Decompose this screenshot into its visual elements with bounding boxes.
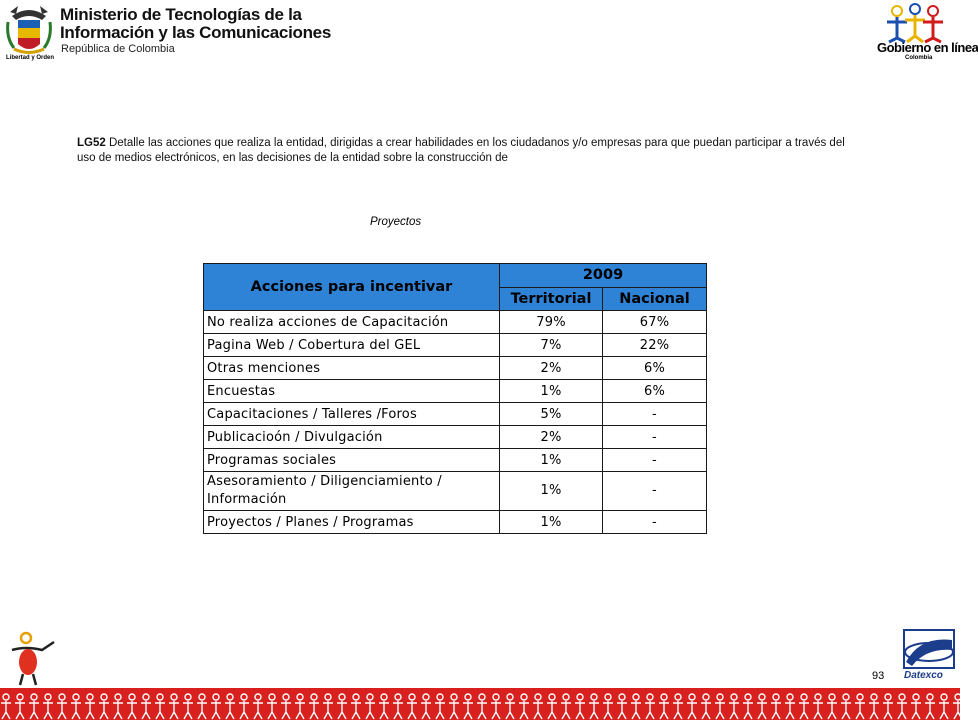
band-person-icon xyxy=(253,694,263,719)
table-row xyxy=(204,511,707,534)
table-row xyxy=(204,380,707,403)
band-person-icon xyxy=(421,694,431,719)
band-person-icon xyxy=(575,694,585,719)
band-person-icon xyxy=(603,694,613,719)
band-person-icon xyxy=(351,694,361,719)
header-territorial: Territorial xyxy=(500,287,603,311)
band-person-icon xyxy=(281,694,291,719)
band-person-icon xyxy=(85,694,95,719)
row-label: Proyectos / Planes / Programas xyxy=(204,511,500,534)
band-person-icon xyxy=(617,694,627,719)
results-table xyxy=(203,263,707,534)
section-subtitle: Proyectos xyxy=(370,216,422,228)
row-label: Encuestas xyxy=(204,380,500,403)
question-code: LG52 xyxy=(77,137,106,149)
datexco-label: Datexco xyxy=(904,670,943,681)
band-person-icon xyxy=(127,694,137,719)
ministry-country: República de Colombia xyxy=(61,43,175,55)
band-person-icon xyxy=(631,694,641,719)
table-row xyxy=(204,311,707,334)
row-nacional: - xyxy=(603,403,707,426)
band-person-icon xyxy=(547,694,557,719)
band-person-icon xyxy=(267,694,277,719)
row-territorial: 1% xyxy=(500,380,603,403)
band-person-icon xyxy=(169,694,179,719)
band-person-icon xyxy=(939,694,949,719)
row-label: No realiza acciones de Capacitación xyxy=(204,311,500,334)
band-person-icon xyxy=(799,694,809,719)
ministry-name-line1: Ministerio de Tecnologías de la xyxy=(60,5,302,24)
band-person-icon xyxy=(295,694,305,719)
band-person-icon xyxy=(813,694,823,719)
row-territorial: 1% xyxy=(500,472,603,511)
header-acciones: Acciones para incentivar xyxy=(204,264,500,311)
band-person-icon xyxy=(785,694,795,719)
band-person-icon xyxy=(239,694,249,719)
page-number: 93 xyxy=(872,670,885,682)
band-person-icon xyxy=(337,694,347,719)
band-person-icon xyxy=(687,694,697,719)
band-person-icon xyxy=(897,694,907,719)
row-label: Pagina Web / Cobertura del GEL xyxy=(204,334,500,357)
row-nacional: 67% xyxy=(603,311,707,334)
band-person-icon xyxy=(841,694,851,719)
row-nacional: 6% xyxy=(603,357,707,380)
band-person-icon xyxy=(365,694,375,719)
band-person-icon xyxy=(407,694,417,719)
band-person-icon xyxy=(757,694,767,719)
band-person-icon xyxy=(463,694,473,719)
band-person-icon xyxy=(911,694,921,719)
band-person-icon xyxy=(71,694,81,719)
table-row xyxy=(204,426,707,449)
gel-people-icon xyxy=(875,2,955,42)
crest-caption: Libertad y Orden xyxy=(6,55,55,61)
band-person-icon xyxy=(99,694,109,719)
band-person-icon xyxy=(1,694,11,719)
band-person-icon xyxy=(673,694,683,719)
row-label: Capacitaciones / Talleres /Foros xyxy=(204,403,500,426)
question-body: Detalle las acciones que realiza la entidad, dirigidas a crear habilidades en los ciudadanos y/o empresas para que puedan participar a través del uso de medios electrónicos, en las decisiones de la entidad sobre la construcción de xyxy=(77,137,845,164)
band-person-icon xyxy=(589,694,599,719)
band-person-icon xyxy=(855,694,865,719)
band-person-icon xyxy=(645,694,655,719)
band-person-icon xyxy=(379,694,389,719)
row-label: Publicacioón / Divulgación xyxy=(204,426,500,449)
band-person-icon xyxy=(771,694,781,719)
gel-title: Gobierno en línea xyxy=(877,40,978,55)
row-territorial: 5% xyxy=(500,403,603,426)
band-person-icon xyxy=(561,694,571,719)
table-row xyxy=(204,472,707,511)
band-person-icon xyxy=(519,694,529,719)
row-territorial: 1% xyxy=(500,449,603,472)
band-person-icon xyxy=(309,694,319,719)
row-territorial: 2% xyxy=(500,357,603,380)
header-nacional: Nacional xyxy=(603,287,707,311)
row-territorial: 1% xyxy=(500,511,603,534)
band-person-icon xyxy=(183,694,193,719)
band-person-icon xyxy=(729,694,739,719)
band-person-icon xyxy=(701,694,711,719)
header-year: 2009 xyxy=(500,264,707,288)
gobierno-en-linea-logo xyxy=(875,2,978,68)
band-person-icon xyxy=(659,694,669,719)
band-person-icon xyxy=(505,694,515,719)
band-person-icon xyxy=(393,694,403,719)
table-row xyxy=(204,449,707,472)
band-person-icon xyxy=(15,694,25,719)
band-person-icon xyxy=(869,694,879,719)
datexco-emblem-icon xyxy=(900,628,958,672)
row-territorial: 7% xyxy=(500,334,603,357)
row-nacional: - xyxy=(603,449,707,472)
row-nacional: - xyxy=(603,426,707,449)
row-nacional: - xyxy=(603,511,707,534)
row-nacional: - xyxy=(603,472,707,511)
footer-band xyxy=(0,688,960,720)
table-row xyxy=(204,334,707,357)
band-person-icon xyxy=(435,694,445,719)
band-person-icon xyxy=(225,694,235,719)
datexco-logo xyxy=(900,628,958,688)
band-person-icon xyxy=(477,694,487,719)
band-person-icon xyxy=(155,694,165,719)
band-person-icon xyxy=(533,694,543,719)
band-person-icon xyxy=(29,694,39,719)
band-person-icon xyxy=(141,694,151,719)
band-person-icon xyxy=(113,694,123,719)
gel-subtitle: Colombia xyxy=(905,55,933,61)
band-person-icon xyxy=(883,694,893,719)
row-territorial: 79% xyxy=(500,311,603,334)
row-territorial: 2% xyxy=(500,426,603,449)
band-person-icon xyxy=(953,694,963,719)
band-person-icon xyxy=(323,694,333,719)
question-text xyxy=(77,136,847,166)
band-person-icon xyxy=(715,694,725,719)
people-pattern-band xyxy=(0,688,960,720)
row-label: Asesoramiento / Diligenciamiento / Información xyxy=(204,472,500,511)
band-person-icon xyxy=(491,694,501,719)
row-nacional: 6% xyxy=(603,380,707,403)
ministry-name-line2: Información y las Comunicaciones xyxy=(60,23,331,42)
band-person-icon xyxy=(449,694,459,719)
table-row xyxy=(204,403,707,426)
row-label: Programas sociales xyxy=(204,449,500,472)
band-person-icon xyxy=(211,694,221,719)
row-nacional: 22% xyxy=(603,334,707,357)
person-figure-icon xyxy=(8,630,60,686)
band-person-icon xyxy=(197,694,207,719)
row-label: Otras menciones xyxy=(204,357,500,380)
band-person-icon xyxy=(43,694,53,719)
band-person-icon xyxy=(827,694,837,719)
band-person-icon xyxy=(57,694,67,719)
band-person-icon xyxy=(925,694,935,719)
band-person-icon xyxy=(743,694,753,719)
table-row xyxy=(204,357,707,380)
ministry-logo xyxy=(4,2,331,64)
